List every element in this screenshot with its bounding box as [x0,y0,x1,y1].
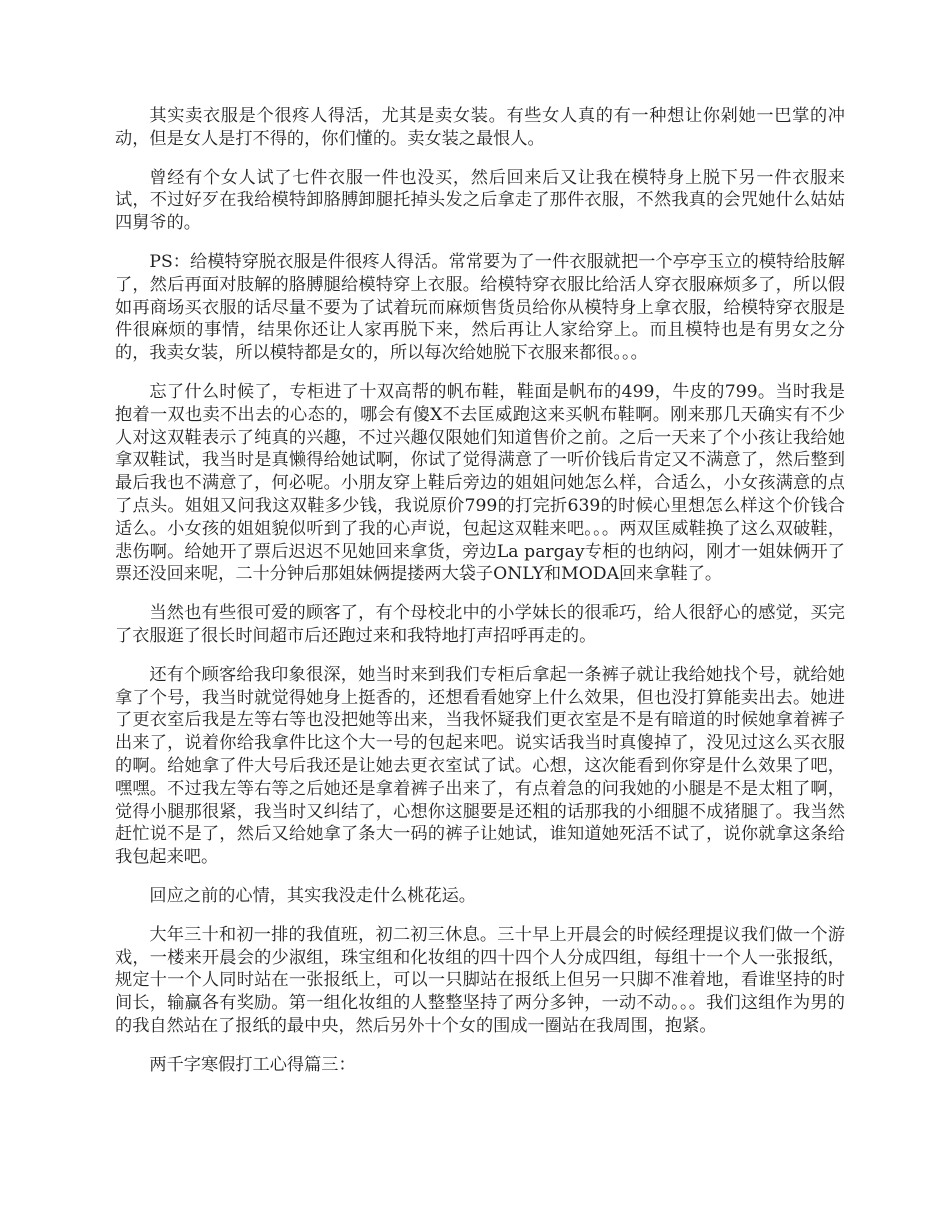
paragraph-6: 还有个顾客给我印象很深，她当时来到我们专柜后拿起一条裤子就让我给她找个号，就给她拿了个号，我当时就觉得她身上挺香的，还想看看她穿上什么效果，但也没打算能卖出去。她进了更衣室后我是左等右等也没把她等出来，当我怀疑我们更衣室是不是有暗道的时候她拿着裤子出来了，说着你给我拿件比这个大一号的包起来吧。说实话我当时真傻掉了，没见过这么买衣服的啊。给她拿了件大号后我还是让她去更衣室试了试。心想，这次能看到你穿是什么效果了吧，嘿嘿。不过我左等右等之后她还是拿着裤子出来了，有点着急的问我她的小腿是不是太粗了啊，觉得小腿那很紧，我当时又纠结了，心想你这腿要是还粗的话那我的小细腿不成猪腿了。我当然赶忙说不是了，然后又给她拿了条大一码的裤子让她试，谁知道她死活不试了，说你就拿这条给我包起来吧。 [115,664,845,868]
document-body [115,105,845,1092]
paragraph-5: 当然也有些很可爱的顾客了，有个母校北中的小学妹长的很乖巧，给人很舒心的感觉，买完了衣服逛了很长时间超市后还跑过来和我特地打声招呼再走的。 [115,603,845,646]
section-heading: 两千字寒假打工心得篇三： [149,1054,356,1075]
paragraph-1: 其实卖衣服是个很疼人得活，尤其是卖女装。有些女人真的有一种想让你剁她一巴掌的冲动，但是女人是打不得的，你们懂的。卖女装之最恨人。 [115,106,845,149]
paragraph-7: 回应之前的心情，其实我没走什么桃花运。 [149,885,476,906]
paragraph-4: 忘了什么时候了，专柜进了十双高帮的帆布鞋，鞋面是帆布的499，牛皮的799。当时我是抱着一双也卖不出去的心态的，哪会有傻X不去匡威跑这来买帆布鞋啊。刚来那几天确实有不少人对这双鞋表示了纯真的兴趣，不过兴趣仅限她们知道售价之前。之后一天来了个小孩让我给她拿双鞋试，我当时是真懒得给她试啊，你试了觉得满意了一听价钱后肯定又不满意了，然后整到最后我也不满意了，何必呢。小朋友穿上鞋后旁边的姐姐问她怎么样，合适么，小女孩满意的点了点头。姐姐又问我这双鞋多少钱，我说原价799的打完折639的时候心里想怎么样这个价钱合适么。小女孩的姐姐貌似听到了我的心声说，包起这双鞋来吧。。。两双匡威鞋换了这么双破鞋，悲伤啊。给她开了票后迟迟不见她回来拿货，旁边La pargay专柜的也纳闷，刚才一姐妹俩开了票还没回来呢，二十分钟后那姐妹俩提搂两大袋子ONLY和MODA回来拿鞋了。 [115,381,845,585]
paragraph-2: 曾经有个女人试了七件衣服一件也没买，然后回来后又让我在模特身上脱下另一件衣服来试，不过好歹在我给模特卸胳膊卸腿托掉头发之后拿走了那件衣服，不然我真的会咒她什么姑姑四舅爷的。 [115,167,845,234]
paragraph-8: 大年三十和初一排的我值班，初二初三休息。三十早上开晨会的时候经理提议我们做一个游戏，一楼来开晨会的少淑组，珠宝组和化妆组的四十四个人分成四组，每组十一个人一张报纸，规定十一个人同时站在一张报纸上，可以一只脚站在报纸上但另一只脚不准着地，看谁坚持的时间长，输赢各有奖励。第一组化妆组的人整整坚持了两分多钟，一动不动。。。我们这组作为男的的我自然站在了报纸的最中央，然后另外十个女的围成一圈站在我周围，抱紧。 [115,924,845,1036]
paragraph-3: PS：给模特穿脱衣服是件很疼人得活。常常要为了一件衣服就把一个亭亭玉立的模特给肢解了，然后再面对肢解的胳膊腿给模特穿上衣服。给模特穿衣服比给活人穿衣服麻烦多了，所以假如再商场买衣服的话尽量不要为了试着玩而麻烦售货员给你从模特身上拿衣服，给模特穿衣服是件很麻烦的事情，结果你还让人家再脱下来，然后再让人家给穿上。而且模特也是有男女之分的，我卖女装，所以模特都是女的，所以每次给她脱下衣服来都很。。。 [115,251,845,364]
